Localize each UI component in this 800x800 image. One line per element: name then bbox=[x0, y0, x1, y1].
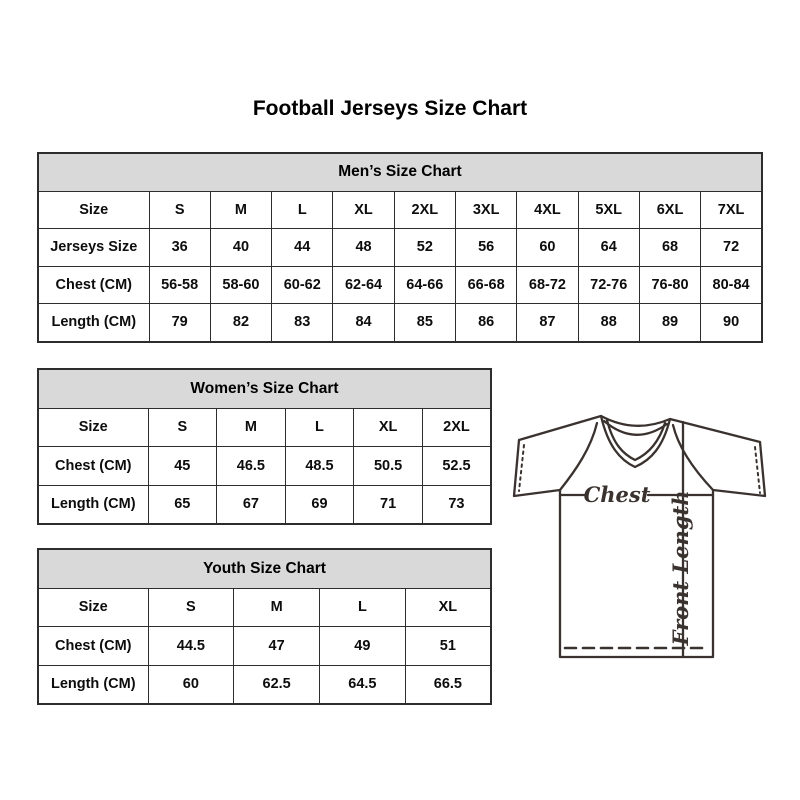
men-value-cell: 84 bbox=[333, 304, 394, 342]
men-value-cell: 44 bbox=[272, 229, 333, 267]
men-row-label: Jerseys Size bbox=[38, 229, 149, 267]
youth-size-chart-table bbox=[37, 548, 492, 705]
front-length-label: Front Length bbox=[668, 490, 693, 646]
chest-label: Chest bbox=[583, 482, 651, 507]
women-value-cell: 67 bbox=[217, 485, 286, 524]
men-value-cell: 60 bbox=[517, 229, 578, 267]
page-title: Football Jerseys Size Chart bbox=[252, 97, 528, 120]
youth-value-cell: 62.5 bbox=[234, 665, 320, 704]
men-table bbox=[37, 152, 763, 343]
men-table-row bbox=[38, 229, 762, 267]
men-value-cell: 88 bbox=[578, 304, 639, 342]
youth-value-cell: 44.5 bbox=[148, 627, 234, 666]
men-value-cell: 85 bbox=[394, 304, 455, 342]
women-value-cell: L bbox=[285, 408, 354, 447]
men-value-cell: 64 bbox=[578, 229, 639, 267]
men-value-cell: 64-66 bbox=[394, 266, 455, 304]
women-value-cell: 48.5 bbox=[285, 447, 354, 486]
men-table-row bbox=[38, 191, 762, 229]
men-value-cell: 48 bbox=[333, 229, 394, 267]
men-value-cell: 68 bbox=[639, 229, 700, 267]
men-value-cell: M bbox=[210, 191, 271, 229]
youth-value-cell: 64.5 bbox=[320, 665, 406, 704]
men-table-row bbox=[38, 266, 762, 304]
youth-table-row bbox=[38, 588, 491, 627]
youth-table bbox=[37, 548, 492, 705]
men-table-banner: Men’s Size Chart bbox=[38, 153, 762, 191]
men-row-label: Chest (CM) bbox=[38, 266, 149, 304]
mens-size-chart-table bbox=[37, 152, 763, 343]
youth-table-banner: Youth Size Chart bbox=[38, 549, 491, 588]
womens-size-chart-table bbox=[37, 368, 492, 525]
women-table bbox=[37, 368, 492, 525]
youth-table-row bbox=[38, 627, 491, 666]
women-value-cell: 69 bbox=[285, 485, 354, 524]
men-value-cell: XL bbox=[333, 191, 394, 229]
women-value-cell: 50.5 bbox=[354, 447, 423, 486]
women-row-label: Length (CM) bbox=[38, 485, 148, 524]
men-value-cell: 72-76 bbox=[578, 266, 639, 304]
youth-value-cell: S bbox=[148, 588, 234, 627]
women-table-row bbox=[38, 408, 491, 447]
right-armhole-seam bbox=[673, 425, 713, 490]
men-value-cell: 60-62 bbox=[272, 266, 333, 304]
men-value-cell: 76-80 bbox=[639, 266, 700, 304]
women-table-row bbox=[38, 447, 491, 486]
youth-value-cell: L bbox=[320, 588, 406, 627]
men-value-cell: 86 bbox=[455, 304, 516, 342]
youth-value-cell: XL bbox=[405, 588, 491, 627]
youth-table-row bbox=[38, 665, 491, 704]
men-value-cell: S bbox=[149, 191, 210, 229]
women-value-cell: XL bbox=[354, 408, 423, 447]
men-value-cell: L bbox=[272, 191, 333, 229]
youth-value-cell: M bbox=[234, 588, 320, 627]
men-value-cell: 3XL bbox=[455, 191, 516, 229]
women-table-row bbox=[38, 485, 491, 524]
men-value-cell: 82 bbox=[210, 304, 271, 342]
men-value-cell: 52 bbox=[394, 229, 455, 267]
women-value-cell: S bbox=[148, 408, 217, 447]
men-value-cell: 36 bbox=[149, 229, 210, 267]
women-row-label: Size bbox=[38, 408, 148, 447]
women-value-cell: 71 bbox=[354, 485, 423, 524]
men-row-label: Size bbox=[38, 191, 149, 229]
youth-row-label: Chest (CM) bbox=[38, 627, 148, 666]
men-value-cell: 6XL bbox=[639, 191, 700, 229]
men-value-cell: 80-84 bbox=[701, 266, 762, 304]
youth-value-cell: 49 bbox=[320, 627, 406, 666]
women-row-label: Chest (CM) bbox=[38, 447, 148, 486]
women-table-banner: Women’s Size Chart bbox=[38, 369, 491, 408]
youth-value-cell: 47 bbox=[234, 627, 320, 666]
men-value-cell: 87 bbox=[517, 304, 578, 342]
men-value-cell: 4XL bbox=[517, 191, 578, 229]
men-value-cell: 40 bbox=[210, 229, 271, 267]
men-value-cell: 56 bbox=[455, 229, 516, 267]
women-value-cell: 65 bbox=[148, 485, 217, 524]
jersey-diagram-svg bbox=[504, 406, 776, 664]
men-value-cell: 58-60 bbox=[210, 266, 271, 304]
men-value-cell: 83 bbox=[272, 304, 333, 342]
men-value-cell: 62-64 bbox=[333, 266, 394, 304]
women-value-cell: 45 bbox=[148, 447, 217, 486]
men-value-cell: 66-68 bbox=[455, 266, 516, 304]
women-value-cell: 73 bbox=[422, 485, 491, 524]
men-value-cell: 68-72 bbox=[517, 266, 578, 304]
youth-value-cell: 60 bbox=[148, 665, 234, 704]
men-value-cell: 89 bbox=[639, 304, 700, 342]
left-cuff-stitch-line bbox=[519, 445, 524, 491]
youth-row-label: Size bbox=[38, 588, 148, 627]
women-value-cell: M bbox=[217, 408, 286, 447]
men-value-cell: 79 bbox=[149, 304, 210, 342]
jersey-measurement-diagram bbox=[504, 406, 776, 666]
men-value-cell: 2XL bbox=[394, 191, 455, 229]
jersey-outline bbox=[514, 416, 765, 657]
men-table-row bbox=[38, 304, 762, 342]
women-value-cell: 46.5 bbox=[217, 447, 286, 486]
youth-row-label: Length (CM) bbox=[38, 665, 148, 704]
men-value-cell: 7XL bbox=[701, 191, 762, 229]
men-value-cell: 72 bbox=[701, 229, 762, 267]
women-value-cell: 52.5 bbox=[422, 447, 491, 486]
men-value-cell: 56-58 bbox=[149, 266, 210, 304]
men-value-cell: 90 bbox=[701, 304, 762, 342]
men-row-label: Length (CM) bbox=[38, 304, 149, 342]
left-armhole-seam bbox=[560, 423, 597, 490]
women-value-cell: 2XL bbox=[422, 408, 491, 447]
youth-value-cell: 51 bbox=[405, 627, 491, 666]
men-value-cell: 5XL bbox=[578, 191, 639, 229]
youth-value-cell: 66.5 bbox=[405, 665, 491, 704]
right-cuff-stitch-line bbox=[755, 447, 760, 493]
